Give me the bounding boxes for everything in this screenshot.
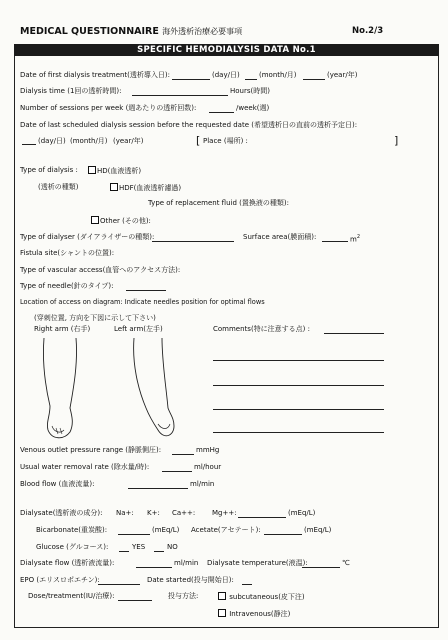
right-arm-drawing[interactable] — [30, 334, 110, 444]
temp-label: Dialysate temperature(液温): — [207, 559, 308, 567]
glucose-yes: YES — [132, 543, 146, 551]
temp-field[interactable] — [302, 567, 340, 568]
venous-label: Venous outlet pressure range (静脈側圧): — [20, 446, 162, 454]
bicarb-label: Bicarbonate(重炭酸): — [36, 526, 108, 534]
comments-line-5[interactable] — [213, 432, 384, 433]
other-checkbox[interactable] — [91, 216, 99, 224]
first-dialysis-label: Date of first dialysis treatment(透析導入日): — [20, 71, 170, 79]
first-dialysis-month-unit: (month/月) — [259, 71, 297, 79]
na-label: Na+: — [116, 509, 134, 517]
surface-field[interactable] — [322, 241, 348, 242]
first-dialysis-year-field[interactable] — [303, 79, 325, 80]
hd-checkbox[interactable] — [88, 166, 96, 174]
place-label: Place (場所) : — [203, 137, 248, 145]
mg-label: Mg++: — [212, 509, 237, 517]
glucose-no-field[interactable] — [154, 551, 164, 552]
blood-field[interactable] — [128, 488, 188, 489]
glucose-yes-field[interactable] — [119, 551, 129, 552]
acetate-label: Acetate(アセテート): — [191, 526, 261, 534]
flow-label: Dialysate flow (透析液流量): — [20, 559, 115, 567]
flow-field[interactable] — [136, 567, 172, 568]
dialysate-unit: (mEq/L) — [288, 509, 316, 517]
comments-line-4[interactable] — [213, 409, 384, 410]
hd-option[interactable]: HD(血液透析) — [88, 166, 141, 176]
page-number: No.2/3 — [352, 26, 384, 36]
venous-unit: mmHg — [196, 446, 220, 454]
acetate-unit: (mEq/L) — [304, 526, 332, 534]
surface-label: Surface area(膜面積): — [243, 233, 317, 241]
first-dialysis-day-field[interactable] — [172, 79, 210, 80]
acetate-field[interactable] — [264, 534, 302, 535]
blood-unit: ml/min — [190, 480, 215, 488]
last-session-day-unit: (day/日) — [38, 137, 66, 145]
last-session-label: Date of last scheduled dialysis session before the requested date (希望透析日の直前の透析予定日): — [20, 121, 358, 129]
last-session-day-field[interactable] — [22, 144, 36, 145]
replacement-label: Type of replacement fluid (置換液の種類): — [148, 199, 289, 207]
first-dialysis-year-unit: (year/年) — [327, 71, 358, 79]
intravenous-option[interactable]: Intravenous(静注) — [218, 609, 290, 619]
hdf-option[interactable]: HDF(血液透析濾過) — [110, 183, 181, 193]
sessions-field[interactable] — [209, 112, 234, 113]
water-unit: ml/hour — [194, 463, 222, 471]
first-dialysis-day-unit: (day/日) — [212, 71, 240, 79]
type-dialysis-sublabel: (透析の種類) — [38, 183, 79, 191]
last-session-year-unit: (year/年) — [113, 137, 144, 145]
left-arm-drawing[interactable] — [112, 334, 192, 444]
location-label: Location of access on diagram: Indicate needles position for optimal flows — [20, 298, 265, 306]
blood-label: Blood flow (血液流量): — [20, 480, 95, 488]
comments-line-2[interactable] — [213, 360, 384, 361]
other-option[interactable]: Other (その他): — [91, 216, 151, 226]
temp-unit: ℃ — [342, 559, 350, 567]
epo-started-field[interactable] — [242, 584, 252, 585]
type-dialysis-label: Type of dialysis : — [20, 166, 78, 174]
subcutaneous-option[interactable]: subcutaneous(皮下注) — [218, 592, 305, 602]
first-dialysis-month-field[interactable] — [245, 79, 257, 80]
comments-line-1[interactable] — [324, 333, 384, 334]
vascular-label: Type of vascular access(血管へのアクセス方法): — [20, 266, 181, 274]
dialysis-time-label: Dialysis time (1回の透析時間): — [20, 87, 122, 95]
comments-label: Comments(特に注意する点) : — [213, 325, 310, 333]
k-label: K+: — [147, 509, 160, 517]
hdf-checkbox[interactable] — [110, 183, 118, 191]
needle-label: Type of needle(針のタイプ): — [20, 282, 114, 290]
diagram-hint: (穿刺位置, 方向を下図に示して下さい) — [34, 314, 156, 322]
section-banner: SPECIFIC HEMODIALYSIS DATA No.1 — [14, 44, 439, 56]
water-label: Usual water removal rate (除水量/時): — [20, 463, 150, 471]
place-bracket-close: ] — [394, 134, 399, 147]
glucose-no: NO — [167, 543, 178, 551]
dialyser-field[interactable] — [152, 241, 234, 242]
needle-field[interactable] — [126, 290, 166, 291]
dialyser-label: Type of dialyser (ダイアライザーの種類): — [20, 233, 155, 241]
dialysis-time-field[interactable] — [132, 95, 228, 96]
dialysate-label: Dialysate(透析液の成分): — [20, 509, 103, 517]
intravenous-checkbox[interactable] — [218, 609, 226, 617]
venous-field[interactable] — [172, 454, 194, 455]
place-bracket-open: [ — [196, 134, 201, 147]
dose-label: Dose/treatment(IU/治療): — [28, 592, 115, 600]
epo-label: EPO (エリスロポエチン): — [20, 576, 100, 584]
last-session-month-unit: (month/月) — [70, 137, 108, 145]
fistula-label: Fistula site(シャントの位置): — [20, 249, 115, 257]
glucose-label: Glucose (グルコース): — [36, 543, 109, 551]
dialysis-time-unit: Hours(時間) — [230, 87, 270, 95]
form-title: MEDICAL QUESTIONNAIRE 海外透析治療必要事項 — [20, 26, 243, 37]
left-arm-label: Left arm(左手) — [114, 325, 163, 333]
sessions-unit: /week(週) — [236, 104, 270, 112]
flow-unit: ml/min — [174, 559, 199, 567]
method-label: 投与方法: — [168, 592, 199, 600]
bicarb-unit: (mEq/L) — [152, 526, 180, 534]
epo-started-label: Date started(投与開始日): — [147, 576, 234, 584]
subcutaneous-checkbox[interactable] — [218, 592, 226, 600]
right-arm-label: Right arm (右手) — [34, 325, 91, 333]
comments-line-3[interactable] — [213, 385, 384, 386]
sessions-label: Number of sessions per week (週あたりの透析回数): — [20, 104, 197, 112]
water-field[interactable] — [162, 471, 192, 472]
epo-field[interactable] — [98, 584, 140, 585]
surface-unit: $m^2$ — [350, 234, 361, 244]
ca-label: Ca++: — [172, 509, 196, 517]
mg-field[interactable] — [238, 517, 286, 518]
dose-field[interactable] — [118, 600, 152, 601]
bicarb-field[interactable] — [118, 534, 150, 535]
